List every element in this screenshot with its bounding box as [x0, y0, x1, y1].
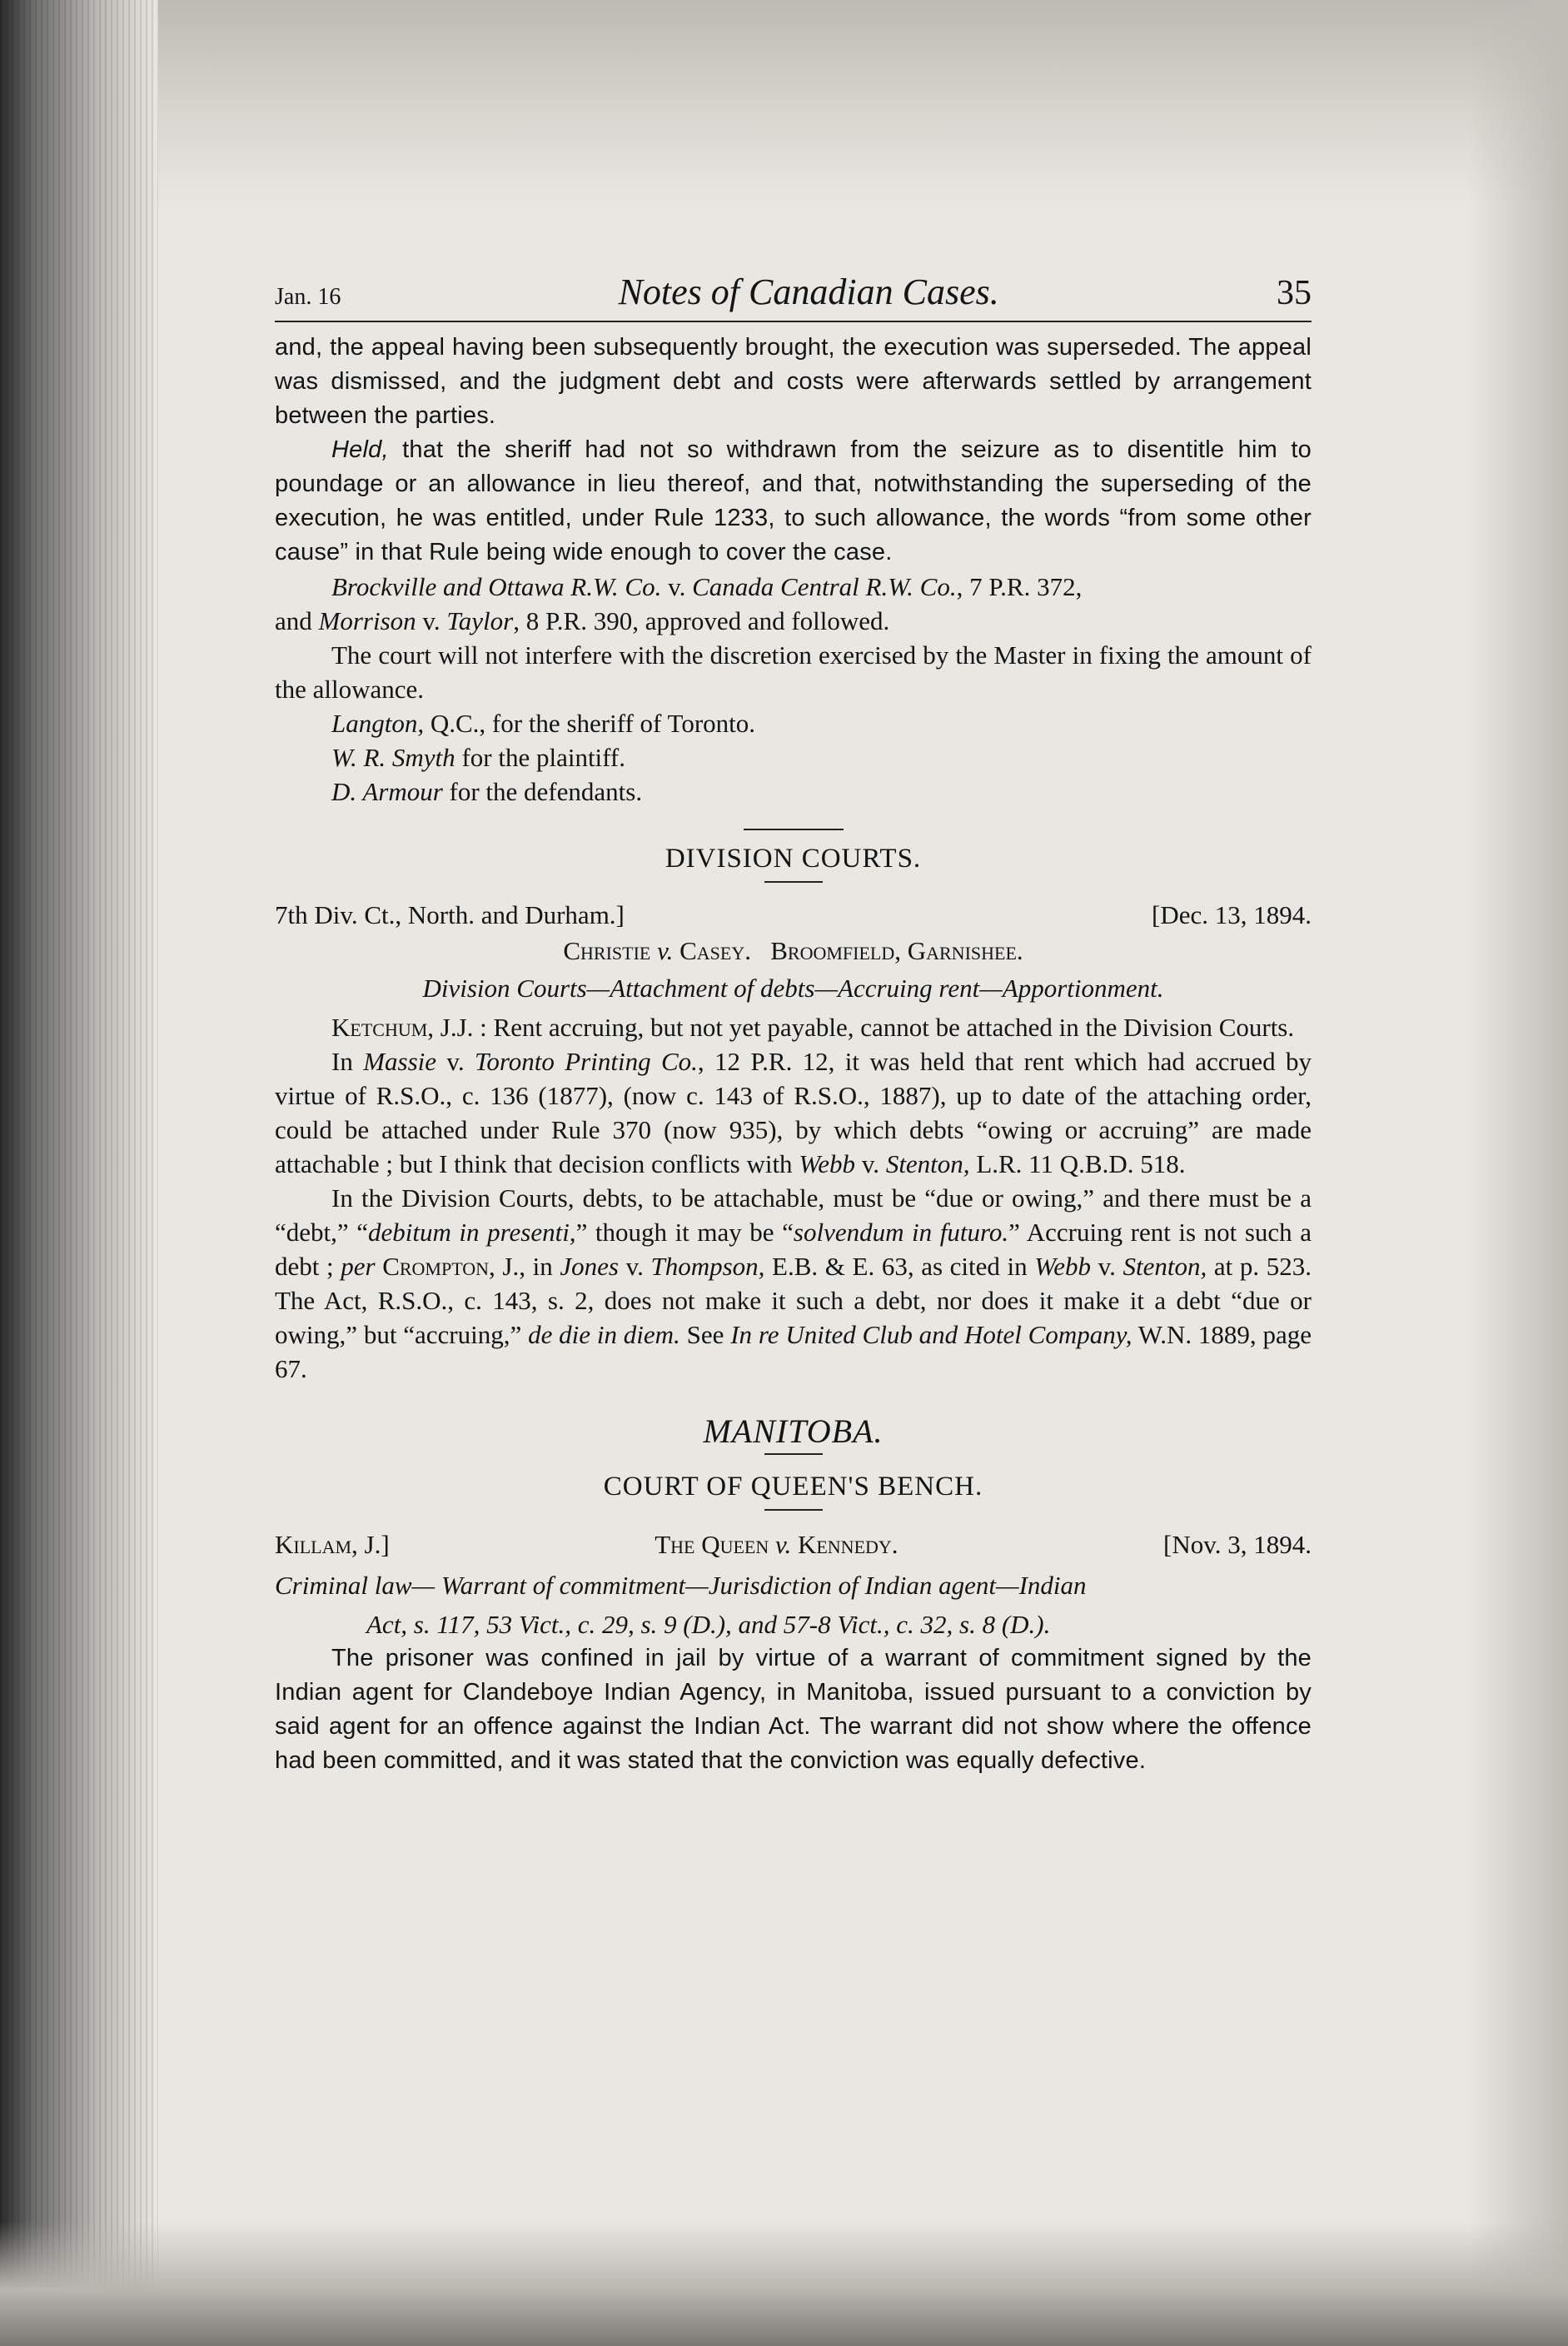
opinion-text: In: [331, 1047, 364, 1076]
party-name: Christie: [563, 936, 651, 965]
counsel-role: for the plaintiff.: [455, 743, 626, 772]
citation-case: Canada Central R.W. Co.: [692, 572, 957, 601]
opinion-paragraph-1: [275, 1044, 1312, 1181]
section-divider: [764, 881, 823, 883]
case-name: Thompson,: [650, 1252, 765, 1281]
document-page: [275, 271, 1312, 1778]
garnishee-name: Broomfield, Garnishee.: [770, 936, 1023, 965]
versus: v.: [769, 1530, 798, 1559]
case-headnote: Division Courts—Attachment of debts—Accruing rent—Apportionment.: [422, 974, 1164, 1003]
opinion-text: v.: [436, 1047, 475, 1076]
scan-shadow-bottom: [0, 2221, 1568, 2346]
scan-shadow-left: [0, 0, 158, 2346]
counsel-name: Langton,: [331, 709, 425, 738]
citation-v: v.: [661, 572, 693, 601]
running-header: [275, 271, 1312, 322]
discretion-paragraph: The court will not interfere with the discretion exercised by the Master in fixing the amount of the allowance.: [275, 640, 1312, 704]
manitoba-paragraph: The prisoner was confined in jail by virtue of a warrant of commitment signed by the Indian agent for Clandeboye Indian Agency, in Manitoba, issued pursuant to a conviction by said agent for an offence against the Indian Act. The warrant did not show where the offence had been committed, and it was stated that the conviction was equally defective.: [275, 1645, 1312, 1774]
citation-case: Brockville and Ottawa R.W. Co.: [331, 572, 662, 601]
case-name: Stenton,: [1122, 1252, 1207, 1281]
latin-term: de die in diem.: [528, 1320, 680, 1349]
opinion-text: v.: [1091, 1252, 1123, 1281]
opinion-text: v.: [855, 1149, 886, 1178]
party-name: Casey.: [679, 936, 751, 965]
citation-line-2: [275, 604, 1312, 638]
citation-line-1: [331, 570, 1312, 604]
decision-date: [Dec. 13, 1894.: [1152, 900, 1312, 929]
section-divider: [764, 1453, 823, 1455]
citation-ref: , 7 P.R. 372,: [956, 572, 1083, 601]
opinion-text: , 12 P.R. 12, it was held that rent which had accrued by virtue of R.S.O., c. 136 (1877), (now c. 143 of R.S.O., 1887), up to date of the attaching order, could be attached under Rule 370 (now 935), by which debts “owing or accruing” are made attachable ; but I think that decision conflicts with: [275, 1047, 1312, 1178]
citation-case: Taylor: [446, 606, 514, 635]
counsel-role: for the defendants.: [442, 777, 643, 806]
held-paragraph: [275, 433, 1312, 570]
header-date: Jan. 16: [275, 284, 341, 310]
opinion-text: ” Accruing rent is not such a debt ;: [275, 1218, 1312, 1281]
latin-term: per: [341, 1252, 376, 1281]
counsel-line: [331, 775, 1312, 809]
opinion-text: E.B. & E. 63, as cited in: [764, 1252, 1035, 1281]
holding-text: : Rent accruing, but not yet payable, cannot be attached in the Division Courts.: [473, 1013, 1295, 1042]
case-name: Webb: [799, 1149, 856, 1178]
case-parties: [655, 1527, 898, 1562]
court-name: 7th Div. Ct., North. and Durham.]: [275, 900, 625, 929]
citation-v: v.: [416, 606, 447, 635]
court-line: [275, 898, 1312, 932]
decision-date: [Nov. 3, 1894.: [1163, 1530, 1312, 1559]
section-divider: [764, 1509, 823, 1511]
intro-text: and, the appeal having been subsequently brought, the execution was superseded. The appeal was dismissed, and the judgment debt and costs were afterwards settled by arrangement between the parties.: [275, 334, 1312, 429]
case-name: In re United Club and Hotel Company,: [730, 1320, 1132, 1349]
opinion-text: L.R. 11 Q.B.D. 518.: [969, 1149, 1186, 1178]
counsel-role: Q.C., for the sheriff of Toronto.: [424, 709, 756, 738]
opinion-text: v.: [618, 1252, 651, 1281]
scan-shadow-right: [1468, 0, 1568, 2346]
opinion-text: [376, 1252, 383, 1281]
holding-paragraph: [275, 1010, 1312, 1044]
case-name: Jones: [560, 1252, 619, 1281]
party-name: The Queen: [655, 1530, 769, 1559]
citation-case: Morrison: [318, 606, 416, 635]
case-name: Toronto Printing Co.: [474, 1047, 698, 1076]
case-name: Stenton,: [885, 1149, 970, 1178]
counsel-name: W. R. Smyth: [331, 743, 455, 772]
page-number: 35: [1276, 274, 1312, 312]
judge-name: Crompton: [382, 1252, 490, 1281]
opinion-text: ” though it may be “: [575, 1218, 794, 1247]
court-line: [275, 1526, 1312, 1565]
section-heading-manitoba: MANITOBA.: [703, 1412, 884, 1450]
opinion-paragraph-2: [275, 1181, 1312, 1386]
held-text: that the sheriff had not so withdrawn from the seizure as to disentitle him to poundage or an allowance in lieu thereof, and that, notwithstanding the superseding of the execution, he was entitled, under Rule 1233, to such allowance, the words “from some other cause” in that Rule being wide enough to cover the case.: [275, 436, 1312, 565]
case-parties: [275, 934, 1312, 968]
latin-term: debitum in presenti,: [367, 1218, 576, 1247]
case-name: Massie: [363, 1047, 437, 1076]
section-divider: [744, 829, 844, 830]
citation-and: and: [275, 606, 319, 635]
intro-paragraph: [275, 331, 1312, 433]
court-heading: COURT OF QUEEN'S BENCH.: [603, 1472, 983, 1502]
opinion-text: , J., in: [489, 1252, 560, 1281]
opinion-text: at p. 523. The Act, R.S.O., c. 143, s. 2, does not make it such a debt, nor does it make it a debt “due or owing,” but “accruing,”: [275, 1252, 1312, 1349]
latin-term: solvendum in futuro.: [793, 1218, 1009, 1247]
opinion-text: See: [679, 1320, 731, 1349]
scan-shadow-top: [0, 0, 1568, 208]
counsel-name: D. Armour: [331, 777, 443, 806]
case-name: Webb: [1034, 1252, 1091, 1281]
case-headnote: Criminal law— Warrant of commitment—Jurisdiction of Indian agent—Indian: [275, 1571, 1087, 1600]
opinion-text: W.N. 1889, page 67.: [275, 1320, 1312, 1383]
header-title: Notes of Canadian Cases.: [618, 271, 999, 312]
judge-name: Killam, J.]: [275, 1530, 390, 1559]
versus: v.: [650, 936, 680, 965]
judge-name: Ketchum, J.J.: [331, 1013, 474, 1042]
opinion-text: In the Division Courts, debts, to be attachable, must be “due or owing,” and there must be a “debt,” “: [275, 1183, 1312, 1247]
counsel-line: [331, 706, 1312, 740]
counsel-line: [331, 740, 1312, 775]
section-heading-division-courts: DIVISION COURTS.: [665, 844, 922, 874]
citation-ref: , 8 P.R. 390, approved and followed.: [513, 606, 890, 635]
held-label: Held,: [331, 436, 389, 463]
party-name: Kennedy.: [797, 1530, 898, 1559]
case-headnote-continued: Act, s. 117, 53 Vict., c. 29, s. 9 (D.), and 57-8 Vict., c. 32, s. 8 (D.).: [366, 1610, 1051, 1639]
